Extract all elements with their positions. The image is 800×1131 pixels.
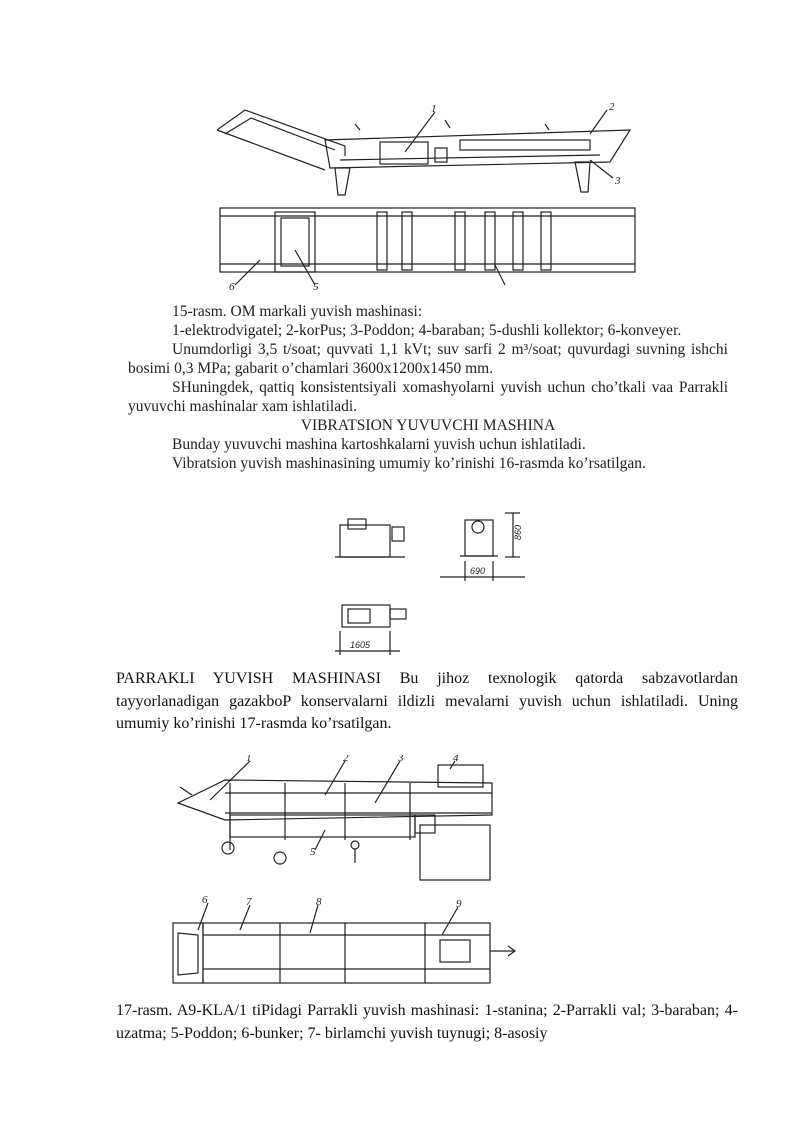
dim-860: 860	[513, 524, 523, 540]
vibration-line-2: Vibratsion yuvish mashinasining umumiy ko’rinishi 16-rasmda ko’rsatilgan.	[172, 455, 646, 472]
vibration-line-1: Bunday yuvuvchi mashina kartoshkalarni yuvish uchun ishlatiladi.	[172, 436, 586, 453]
parrakli-paragraph: PARRAKLI YUVISH MASHINASI Bu jihoz texnologik qatorda sabzavotlardan tayyorlanadigan gazakboP konservalarni ildizli mevalarni yuvish uchun ishlatiladi. Uning umumiy ko’rinishi 17-rasmda ko’rsatilgan.	[116, 670, 738, 732]
figure-15-also: SHuningdek, qattiq konsistentsiyali xomashyolarni yuvish uchun cho’tkali vaa Parrakli yuvuvchi mashinalar xam ishlatiladi.	[128, 379, 728, 415]
figure-15-caption: 15-rasm. OM markali yuvish mashinasi:	[172, 303, 423, 320]
figure-15-parts: 1-elektrodvigatel; 2-korPus; 3-Poddon; 4-baraban; 5-dushli kollektor; 6-konveyer.	[172, 322, 682, 339]
fig17-callout-9: 9	[456, 898, 462, 910]
dim-690: 690	[470, 566, 486, 576]
figure-17-caption-block	[116, 1000, 738, 1045]
fig17-callout-3: 3	[398, 755, 404, 764]
callout-3: 3	[615, 175, 621, 187]
callout-1: 1	[431, 103, 437, 115]
callout-2: 2	[609, 101, 615, 113]
scanned-text-block	[128, 302, 728, 473]
fig17-callout-5: 5	[310, 846, 316, 858]
figure-16-drawing	[330, 505, 530, 660]
fig17-callout-8: 8	[316, 896, 322, 908]
fig17-callout-2: 2	[343, 755, 349, 764]
figure-15-specs: Unumdorligi 3,5 t/soat; quvvati 1,1 kVt; suv sarfi 2 m³/soat; quvurdagi suvning ishchi bosimi 0,3 MPa; gabarit o’chamlari 3600x1200x1450 mm.	[128, 341, 728, 377]
figure-17-drawing	[170, 755, 520, 995]
fig17-callout-6: 6	[202, 894, 208, 906]
fig17-callout-4: 4	[453, 755, 459, 764]
callout-5: 5	[313, 281, 319, 290]
fig17-callout-7: 7	[246, 896, 252, 908]
dim-1605: 1605	[350, 640, 371, 650]
fig17-callout-1: 1	[246, 755, 252, 764]
parrakli-paragraph-block	[116, 668, 738, 736]
figure-17-caption: 17-rasm. A9-KLA/1 tiPidagi Parrakli yuvish mashinasi: 1-stanina; 2-Parrakli val; 3-baraban; 4-uzatma; 5-Poddon; 6-bunker; 7- birlamchi yuvish tuynugi; 8-asosiy	[116, 1002, 738, 1042]
callout-6: 6	[229, 281, 235, 290]
vibration-heading: VIBRATSION YUVUVCHI MASHINA	[300, 417, 556, 434]
figure-15-drawing	[205, 100, 645, 290]
